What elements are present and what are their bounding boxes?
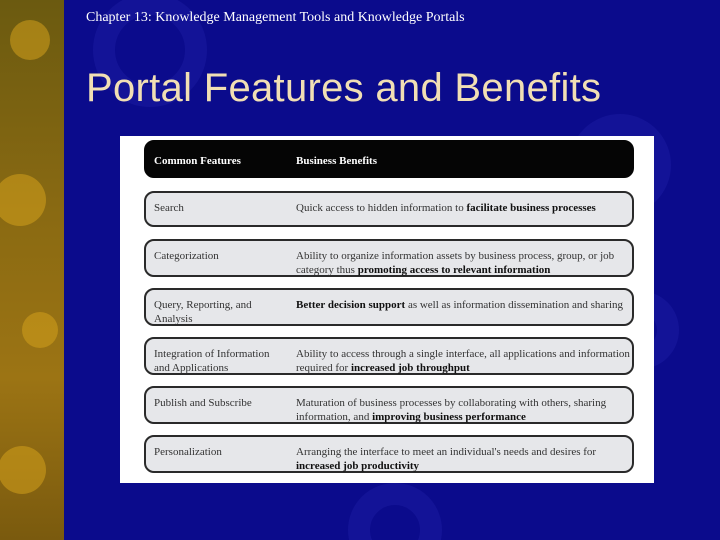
benefit-cell: Better decision support as well as information dissemination and sharing [296,299,624,311]
feature-cell: Integration of Information and Applications [154,348,270,374]
benefit-cell: Quick access to hidden information to facilitate business processes [296,202,596,214]
slide-title: Portal Features and Benefits [86,66,602,110]
table-row [144,239,634,277]
benefit-cell: Ability to access through a single interface, all applications and information required for increased job throughput [296,348,630,374]
table-row [144,386,634,424]
chapter-heading: Chapter 13: Knowledge Management Tools and Knowledge Portals [86,10,465,25]
column-header-benefits: Business Benefits [296,155,377,167]
table-row [144,288,634,326]
table-row [144,435,634,473]
column-header-features: Common Features [154,155,241,167]
feature-cell: Categorization [154,250,219,262]
features-benefits-table [120,136,654,483]
feature-cell: Publish and Subscribe [154,397,252,409]
benefit-cell: Maturation of business processes by collaborating with others, sharing information, and improving business performance [296,397,607,423]
benefit-cell: Ability to organize information assets by business process, group, or job category thus promoting access to relevant information [296,250,615,276]
table-header-row [144,140,634,178]
benefit-cell: Arranging the interface to meet an individual's needs and desires for increased job productivity [296,446,597,472]
table-row [144,337,634,375]
feature-cell: Personalization [154,446,222,458]
feature-cell: Search [154,202,184,214]
feature-cell: Query, Reporting, and Analysis [154,299,252,325]
table-row [144,191,634,227]
